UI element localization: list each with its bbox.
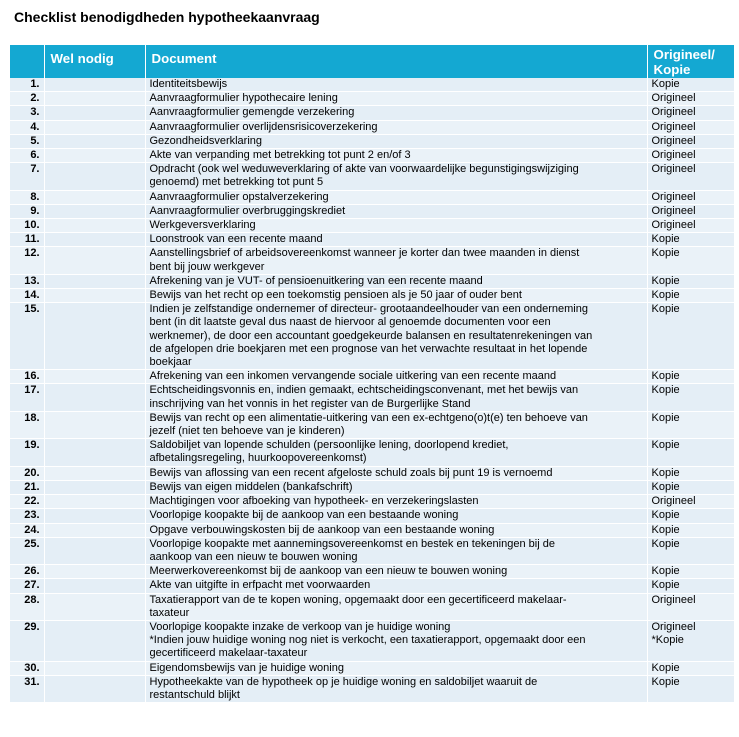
row-number: 6. bbox=[10, 149, 44, 163]
document-cell: Aanvraagformulier gemengde verzekering bbox=[145, 106, 647, 120]
row-number: 10. bbox=[10, 219, 44, 233]
row-number: 7. bbox=[10, 163, 44, 190]
table-header-row bbox=[10, 45, 734, 78]
wel-nodig-cell[interactable] bbox=[44, 92, 145, 106]
origineel-kopie-cell: Origineel bbox=[647, 106, 734, 120]
row-number: 13. bbox=[10, 274, 44, 288]
document-cell: Aanvraagformulier overbruggingskrediet bbox=[145, 204, 647, 218]
table-row bbox=[10, 439, 734, 466]
document-cell: Voorlopige koopakte met aannemingsovereenkomst en bestek en tekeningen bij de aankoop van een nieuw te bouwen woning bbox=[145, 537, 647, 564]
wel-nodig-cell[interactable] bbox=[44, 565, 145, 579]
wel-nodig-cell[interactable] bbox=[44, 247, 145, 274]
origineel-kopie-cell: Kopie bbox=[647, 565, 734, 579]
wel-nodig-cell[interactable] bbox=[44, 289, 145, 303]
table-row bbox=[10, 163, 734, 190]
document-cell: Bewijs van aflossing van een recent afgeloste schuld zoals bij punt 19 is vernoemd bbox=[145, 466, 647, 480]
table-row bbox=[10, 92, 734, 106]
header-origineel-kopie: Origineel/ Kopie bbox=[647, 45, 734, 78]
wel-nodig-cell[interactable] bbox=[44, 163, 145, 190]
table-row bbox=[10, 384, 734, 411]
document-cell: Opgave verbouwingskosten bij de aankoop van een bestaande woning bbox=[145, 523, 647, 537]
document-cell: Machtigingen voor afboeking van hypotheek- en verzekeringslasten bbox=[145, 495, 647, 509]
row-number: 15. bbox=[10, 303, 44, 370]
table-row bbox=[10, 274, 734, 288]
table-row bbox=[10, 106, 734, 120]
wel-nodig-cell[interactable] bbox=[44, 411, 145, 438]
wel-nodig-cell[interactable] bbox=[44, 274, 145, 288]
table-row bbox=[10, 537, 734, 564]
origineel-kopie-cell: Kopie bbox=[647, 480, 734, 494]
origineel-kopie-cell: Kopie bbox=[647, 384, 734, 411]
table-row bbox=[10, 233, 734, 247]
wel-nodig-cell[interactable] bbox=[44, 303, 145, 370]
row-number: 24. bbox=[10, 523, 44, 537]
origineel-kopie-cell: Origineel bbox=[647, 219, 734, 233]
table-row bbox=[10, 466, 734, 480]
origineel-kopie-cell: Kopie bbox=[647, 303, 734, 370]
wel-nodig-cell[interactable] bbox=[44, 537, 145, 564]
row-number: 8. bbox=[10, 190, 44, 204]
origineel-kopie-cell: Kopie bbox=[647, 289, 734, 303]
row-number: 28. bbox=[10, 593, 44, 620]
document-cell: Eigendomsbewijs van je huidige woning bbox=[145, 661, 647, 675]
row-number: 22. bbox=[10, 495, 44, 509]
document-cell: Hypotheekakte van de hypotheek op je huidige woning en saldobiljet waaruit de restantschuld blijkt bbox=[145, 675, 647, 702]
row-number: 29. bbox=[10, 620, 44, 661]
origineel-kopie-cell: Origineel bbox=[647, 163, 734, 190]
document-cell: Meerwerkovereenkomst bij de aankoop van een nieuw te bouwen woning bbox=[145, 565, 647, 579]
row-number: 26. bbox=[10, 565, 44, 579]
document-cell: Voorlopige koopakte bij de aankoop van een bestaande woning bbox=[145, 509, 647, 523]
row-number: 17. bbox=[10, 384, 44, 411]
row-number: 31. bbox=[10, 675, 44, 702]
wel-nodig-cell[interactable] bbox=[44, 106, 145, 120]
origineel-kopie-cell: Kopie bbox=[647, 466, 734, 480]
row-number: 25. bbox=[10, 537, 44, 564]
row-number: 19. bbox=[10, 439, 44, 466]
checklist-table bbox=[10, 45, 734, 703]
wel-nodig-cell[interactable] bbox=[44, 579, 145, 593]
wel-nodig-cell[interactable] bbox=[44, 149, 145, 163]
row-number: 4. bbox=[10, 120, 44, 134]
header-wel-nodig: Wel nodig bbox=[44, 45, 145, 78]
origineel-kopie-cell: Kopie bbox=[647, 233, 734, 247]
table-row bbox=[10, 370, 734, 384]
origineel-kopie-cell: Origineel *Kopie bbox=[647, 620, 734, 661]
document-cell: Akte van verpanding met betrekking tot punt 2 en/of 3 bbox=[145, 149, 647, 163]
table-row bbox=[10, 509, 734, 523]
wel-nodig-cell[interactable] bbox=[44, 233, 145, 247]
wel-nodig-cell[interactable] bbox=[44, 384, 145, 411]
origineel-kopie-cell: Kopie bbox=[647, 411, 734, 438]
document-cell: Saldobiljet van lopende schulden (persoonlijke lening, doorlopend krediet, afbetalingsregeling, huurkoopovereenkomst) bbox=[145, 439, 647, 466]
wel-nodig-cell[interactable] bbox=[44, 466, 145, 480]
wel-nodig-cell[interactable] bbox=[44, 480, 145, 494]
wel-nodig-cell[interactable] bbox=[44, 370, 145, 384]
row-number: 11. bbox=[10, 233, 44, 247]
table-row bbox=[10, 579, 734, 593]
table-row bbox=[10, 247, 734, 274]
header-number bbox=[10, 45, 44, 78]
wel-nodig-cell[interactable] bbox=[44, 620, 145, 661]
table-row bbox=[10, 204, 734, 218]
row-number: 1. bbox=[10, 78, 44, 92]
table-row bbox=[10, 565, 734, 579]
row-number: 20. bbox=[10, 466, 44, 480]
origineel-kopie-cell: Origineel bbox=[647, 134, 734, 148]
wel-nodig-cell[interactable] bbox=[44, 134, 145, 148]
wel-nodig-cell[interactable] bbox=[44, 78, 145, 92]
table-row bbox=[10, 495, 734, 509]
wel-nodig-cell[interactable] bbox=[44, 439, 145, 466]
wel-nodig-cell[interactable] bbox=[44, 593, 145, 620]
table-row bbox=[10, 480, 734, 494]
document-cell: Werkgeversverklaring bbox=[145, 219, 647, 233]
origineel-kopie-cell: Kopie bbox=[647, 509, 734, 523]
row-number: 16. bbox=[10, 370, 44, 384]
origineel-kopie-cell: Kopie bbox=[647, 78, 734, 92]
origineel-kopie-cell: Origineel bbox=[647, 204, 734, 218]
header-document: Document bbox=[145, 45, 647, 78]
document-cell: Afrekening van je VUT- of pensioenuitkering van een recente maand bbox=[145, 274, 647, 288]
origineel-kopie-cell: Kopie bbox=[647, 370, 734, 384]
table-row bbox=[10, 149, 734, 163]
document-cell: Bewijs van het recht op een toekomstig pensioen als je 50 jaar of ouder bent bbox=[145, 289, 647, 303]
row-number: 2. bbox=[10, 92, 44, 106]
table-row bbox=[10, 219, 734, 233]
origineel-kopie-cell: Kopie bbox=[647, 579, 734, 593]
table-row bbox=[10, 78, 734, 92]
origineel-kopie-cell: Kopie bbox=[647, 439, 734, 466]
origineel-kopie-cell: Origineel bbox=[647, 92, 734, 106]
document-cell: Aanstellingsbrief of arbeidsovereenkomst wanneer je korter dan twee maanden in dienst bent bij jouw werkgever bbox=[145, 247, 647, 274]
wel-nodig-cell[interactable] bbox=[44, 495, 145, 509]
table-row bbox=[10, 411, 734, 438]
wel-nodig-cell[interactable] bbox=[44, 509, 145, 523]
document-cell: Aanvraagformulier overlijdensrisicoverzekering bbox=[145, 120, 647, 134]
table-row bbox=[10, 120, 734, 134]
wel-nodig-cell[interactable] bbox=[44, 219, 145, 233]
document-cell: Afrekening van een inkomen vervangende sociale uitkering van een recente maand bbox=[145, 370, 647, 384]
origineel-kopie-cell: Origineel bbox=[647, 120, 734, 134]
origineel-kopie-cell: Kopie bbox=[647, 274, 734, 288]
table-row bbox=[10, 190, 734, 204]
origineel-kopie-cell: Kopie bbox=[647, 661, 734, 675]
document-cell: Akte van uitgifte in erfpacht met voorwaarden bbox=[145, 579, 647, 593]
row-number: 5. bbox=[10, 134, 44, 148]
document-cell: Bewijs van recht op een alimentatie-uitkering van een ex-echtgeno(o)t(e) ten behoeve van jezelf (niet ten behoeve van je kinderen) bbox=[145, 411, 647, 438]
wel-nodig-cell[interactable] bbox=[44, 204, 145, 218]
document-cell: Opdracht (ook wel weduweverklaring of akte van voorwaardelijke begunstigingswijziging genoemd) met betrekking tot punt 5 bbox=[145, 163, 647, 190]
document-cell: Loonstrook van een recente maand bbox=[145, 233, 647, 247]
document-cell: Aanvraagformulier hypothecaire lening bbox=[145, 92, 647, 106]
origineel-kopie-cell: Origineel bbox=[647, 149, 734, 163]
document-cell: Aanvraagformulier opstalverzekering bbox=[145, 190, 647, 204]
table-row bbox=[10, 303, 734, 370]
table-row bbox=[10, 134, 734, 148]
row-number: 3. bbox=[10, 106, 44, 120]
document-cell: Voorlopige koopakte inzake de verkoop van je huidige woning *Indien jouw huidige woning nog niet is verkocht, een taxatierapport, opgemaakt door een gecertificeerd makelaar-taxateur bbox=[145, 620, 647, 661]
wel-nodig-cell[interactable] bbox=[44, 190, 145, 204]
row-number: 27. bbox=[10, 579, 44, 593]
document-cell: Bewijs van eigen middelen (bankafschrift) bbox=[145, 480, 647, 494]
table-row bbox=[10, 593, 734, 620]
document-cell: Identiteitsbewijs bbox=[145, 78, 647, 92]
origineel-kopie-cell: Origineel bbox=[647, 190, 734, 204]
row-number: 30. bbox=[10, 661, 44, 675]
table-row bbox=[10, 289, 734, 303]
document-cell: Gezondheidsverklaring bbox=[145, 134, 647, 148]
wel-nodig-cell[interactable] bbox=[44, 120, 145, 134]
origineel-kopie-cell: Origineel bbox=[647, 593, 734, 620]
row-number: 23. bbox=[10, 509, 44, 523]
document-cell: Taxatierapport van de te kopen woning, opgemaakt door een gecertificeerd makelaar- taxateur bbox=[145, 593, 647, 620]
document-cell: Echtscheidingsvonnis en, indien gemaakt, echtscheidingsconvenant, met het bewijs van inschrijving van het vonnis in het register van de Burgerlijke Stand bbox=[145, 384, 647, 411]
origineel-kopie-cell: Kopie bbox=[647, 675, 734, 702]
table-row bbox=[10, 523, 734, 537]
wel-nodig-cell[interactable] bbox=[44, 675, 145, 702]
row-number: 21. bbox=[10, 480, 44, 494]
table-row bbox=[10, 661, 734, 675]
row-number: 12. bbox=[10, 247, 44, 274]
origineel-kopie-cell: Kopie bbox=[647, 247, 734, 274]
origineel-kopie-cell: Kopie bbox=[647, 523, 734, 537]
row-number: 18. bbox=[10, 411, 44, 438]
row-number: 9. bbox=[10, 204, 44, 218]
table-row bbox=[10, 620, 734, 661]
origineel-kopie-cell: Origineel bbox=[647, 495, 734, 509]
wel-nodig-cell[interactable] bbox=[44, 661, 145, 675]
document-cell: Indien je zelfstandige ondernemer of directeur- grootaandeelhouder van een onderneming bent (in dit laatste geval dus naast de hiervoor al genoemde documenten voor een werknemer), de door een accountant goedgekeurde balansen en resultatenrekeningen van de afgelopen drie boekjaren met een prognose van het verwachte resultaat in het lopende boekjaar bbox=[145, 303, 647, 370]
table-row bbox=[10, 675, 734, 702]
row-number: 14. bbox=[10, 289, 44, 303]
origineel-kopie-cell: Kopie bbox=[647, 537, 734, 564]
page-title: Checklist benodigdheden hypotheekaanvraag bbox=[14, 9, 320, 25]
wel-nodig-cell[interactable] bbox=[44, 523, 145, 537]
